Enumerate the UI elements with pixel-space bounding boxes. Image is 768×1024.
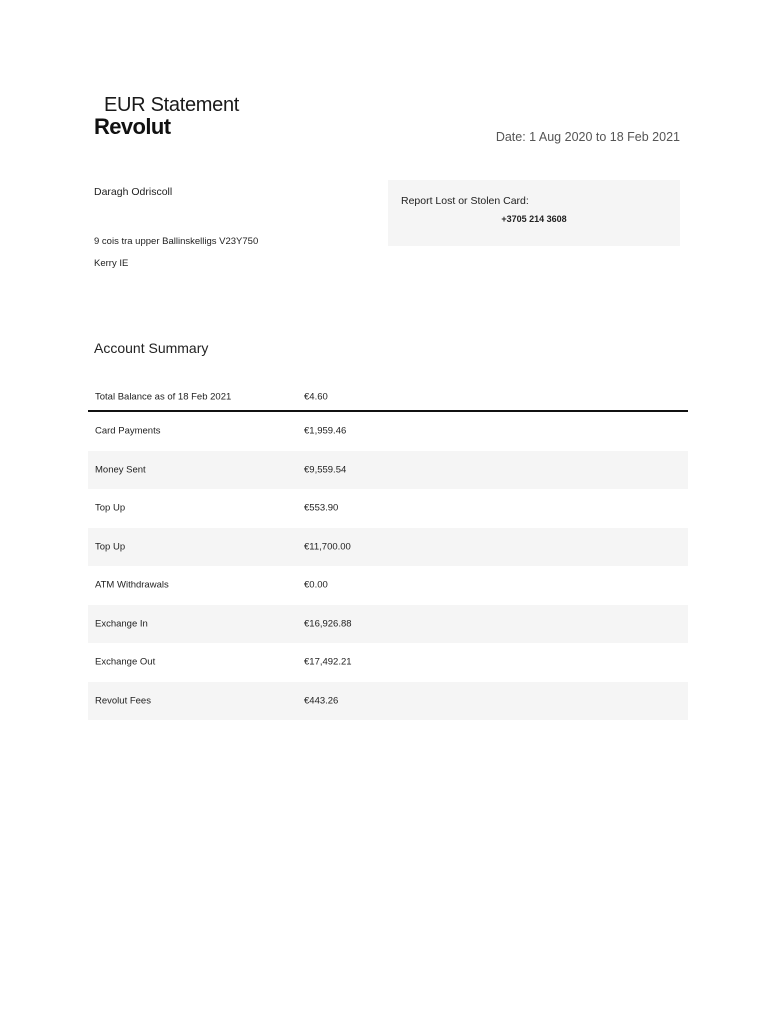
summary-row-label: Top Up <box>95 502 126 514</box>
lost-card-label: Report Lost or Stolen Card: <box>401 195 529 207</box>
account-summary-table <box>88 384 688 720</box>
summary-row-value: €16,926.88 <box>304 618 352 630</box>
statement-date-range: Date: 1 Aug 2020 to 18 Feb 2021 <box>495 130 680 144</box>
summary-row-label: Money Sent <box>95 464 146 476</box>
lost-card-phone: +3705 214 3608 <box>501 214 567 224</box>
customer-address-line-2: Kerry IE <box>94 258 129 269</box>
lost-card-info-box <box>388 180 680 246</box>
summary-row-label: Exchange In <box>95 618 148 630</box>
summary-row-label: Card Payments <box>95 425 161 437</box>
summary-row-label: ATM Withdrawals <box>95 579 169 591</box>
summary-row-value: €0.00 <box>304 579 328 591</box>
summary-row <box>88 412 688 451</box>
summary-row <box>88 451 688 490</box>
summary-row <box>88 643 688 682</box>
summary-row-value: €443.26 <box>304 695 339 707</box>
summary-row-value: €553.90 <box>304 502 339 514</box>
summary-row <box>88 605 688 644</box>
summary-row-value: €9,559.54 <box>304 464 347 476</box>
summary-row-label: Exchange Out <box>95 656 156 668</box>
statement-title: EUR Statement <box>104 94 240 116</box>
customer-address-line-1: 9 cois tra upper Ballinskelligs V23Y750 <box>94 236 259 247</box>
customer-name: Daragh Odriscoll <box>94 186 173 198</box>
summary-row-label: Top Up <box>95 541 126 553</box>
summary-row <box>88 566 688 605</box>
summary-row-value: €11,700.00 <box>304 541 351 553</box>
summary-row-value: €1,959.46 <box>304 425 347 437</box>
summary-row <box>88 489 688 528</box>
summary-row-label: Revolut Fees <box>95 695 151 707</box>
total-balance-label: Total Balance as of 18 Feb 2021 <box>95 391 232 403</box>
total-balance-value: €4.60 <box>304 391 328 403</box>
total-balance-row <box>88 384 688 412</box>
summary-row <box>88 682 688 721</box>
account-summary-heading: Account Summary <box>94 340 209 356</box>
summary-row <box>88 528 688 567</box>
summary-row-value: €17,492.21 <box>304 656 352 668</box>
revolut-logo: Revolut <box>94 114 171 139</box>
